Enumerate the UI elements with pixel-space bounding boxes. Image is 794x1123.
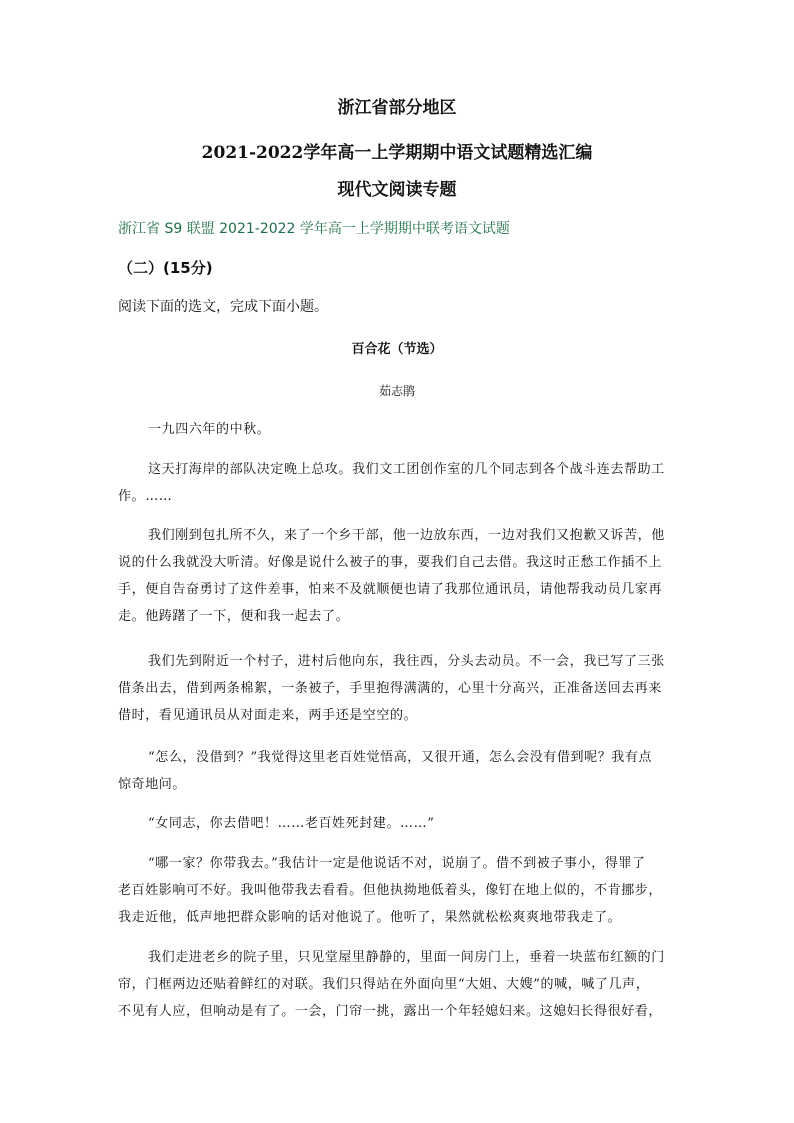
paragraph-line: 这天打海岸的部队决定晚上总攻。我们文工团创作室的几个同志到各个战斗连去帮助工 [148, 462, 665, 477]
doc-title-line1: 浙江省部分地区 [337, 98, 457, 118]
paragraph-1 [118, 416, 678, 443]
paragraph-line: 不见有人应，但响动是有了。一会，门帘一挑，露出一个年轻媳妇来。这媳妇长得很好看， [118, 1004, 663, 1019]
paragraph-line: 借条出去，借到两条棉絮，一条被子，手里抱得满满的，心里十分高兴，正准备送回去再来 [118, 681, 663, 696]
paragraph-2 [118, 456, 678, 510]
passage-author: 茹志鹃 [378, 384, 415, 398]
paragraph-line: “哪一家？你带我去。”我估计一定是他说话不对，说崩了。借不到被子事小，得罪了 [148, 856, 646, 871]
paragraph-line: 说的什么我就没大听清。好像是说什么被子的事，要我们自己去借。我这时正愁工作插不上 [118, 555, 663, 570]
paragraph-5 [118, 744, 678, 798]
paragraph-8 [118, 944, 678, 1025]
paragraph-4 [118, 648, 678, 729]
doc-title-line2: 2021-2022学年高一上学期期中语文试题精选汇编 [201, 143, 593, 163]
paragraph-3 [118, 522, 678, 630]
paragraph-line: 我们走进老乡的院子里，只见堂屋里静静的，里面一间房门上，垂着一块蓝布红额的门 [148, 950, 665, 965]
paragraph-line: “怎么，没借到？”我觉得这里老百姓觉悟高，又很开通，怎么会没有借到呢？我有点 [148, 750, 653, 765]
paragraph-line: 走。他踌躇了一下，便和我一起去了。 [118, 609, 350, 624]
paragraph-line: 一九四六年的中秋。 [148, 422, 271, 437]
paragraph-line: “女同志，你去借吧！……老百姓死封建。……” [148, 816, 435, 831]
paragraph-line: 帘，门框两边还贴着鲜红的对联。我们只得站在外面向里“大姐、大嫂”的喊，喊了几声， [118, 977, 650, 992]
paragraph-7 [118, 850, 678, 931]
passage-title: 百合花（节选） [351, 342, 443, 357]
paragraph-line: 借时，看见通讯员从对面走来，两手还是空空的。 [118, 708, 418, 723]
section-heading: （二）(15分) [118, 259, 213, 277]
paragraph-line: 我们先到附近一个村子，进村后他向东，我往西，分头去动员。不一会，我已写了三张 [148, 654, 665, 669]
paragraph-line: 我走近他，低声地把群众影响的话对他说了。他听了，果然就松松爽爽地带我走了。 [118, 910, 622, 925]
doc-title-line3: 现代文阅读专题 [337, 180, 457, 200]
paragraph-line: 惊奇地问。 [118, 777, 187, 792]
exam-source: 浙江省 S9 联盟 2021-2022 学年高一上学期期中联考语文试题 [118, 221, 510, 237]
paragraph-line: 手，便自告奋勇讨了这件差事，怕来不及就顺便也请了我那位通讯员，请他帮我动员几家再 [118, 582, 663, 597]
paragraph-line: 老百姓影响可不好。我叫他带我去看看。但他执拗地低着头，像钉在地上似的，不肯挪步， [118, 883, 663, 898]
paragraph-6 [118, 810, 678, 837]
instruction-text: 阅读下面的选文，完成下面小题。 [118, 299, 328, 315]
paragraph-line: 我们刚到包扎所不久，来了一个乡干部，他一边放东西，一边对我们又抱歉又诉苦，他 [148, 528, 665, 543]
paragraph-line: 作。…… [118, 489, 173, 504]
